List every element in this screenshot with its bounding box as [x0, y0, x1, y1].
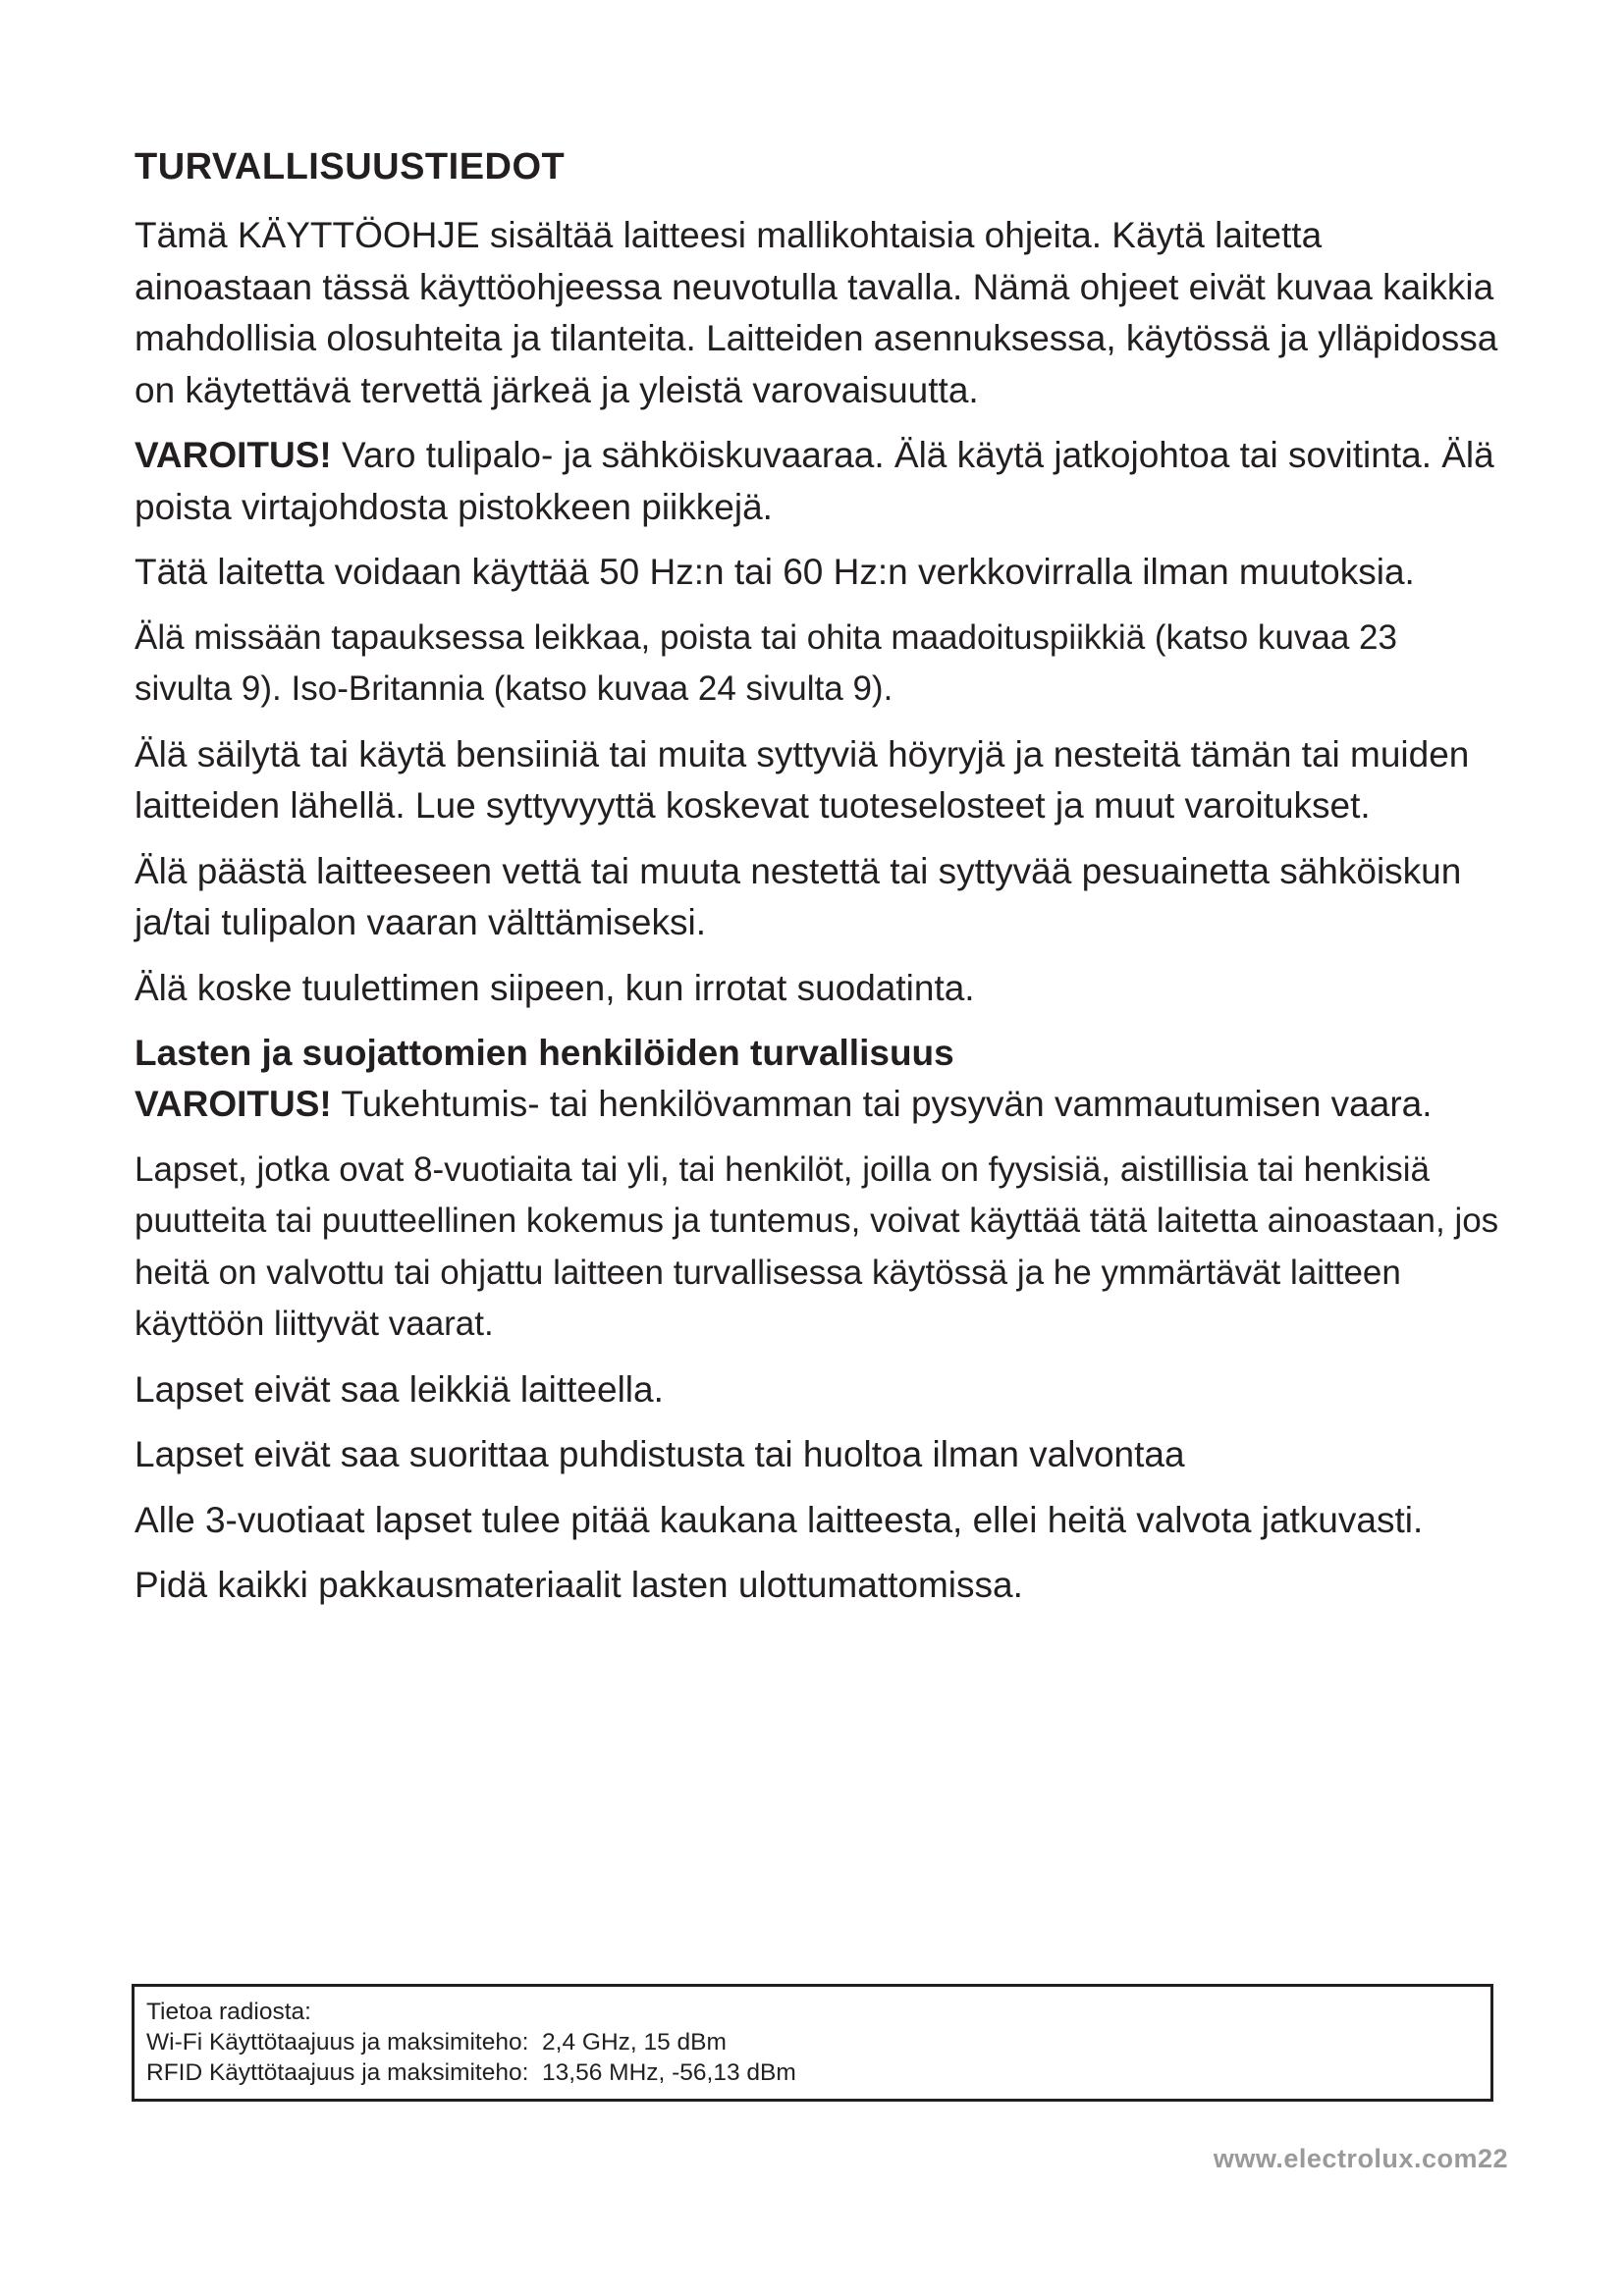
- footer-url-page-number: www.electrolux.com22: [1213, 2144, 1508, 2173]
- paragraph-flammable: Älä säilytä tai käytä bensiiniä tai muita syttyviä höyryjä ja nesteitä tämän tai muiden laitteiden lähellä. Lue syttyvyyttä koskevat tuoteselosteet ja muut varoitukset.: [135, 733, 1470, 826]
- children-safety-heading: Lasten ja suojattomien henkilöiden turvallisuus: [135, 1033, 954, 1073]
- radio-info-wifi: Wi-Fi Käyttötaajuus ja maksimiteho: 2,4 GHz, 15 dBm: [146, 2029, 727, 2056]
- paragraph-no-cleaning: Lapset eivät saa suorittaa puhdistusta tai huoltoa ilman valvontaa: [135, 1434, 1185, 1474]
- fire-shock-warning: [135, 430, 1499, 533]
- paragraph-no-play: Lapset eivät saa leikkiä laitteella.: [135, 1368, 664, 1410]
- paragraph-liquids: Älä päästä laitteeseen vettä tai muuta nestettä tai syttyvää pesuainetta sähköiskun ja/tai tulipalon vaaran välttämiseksi.: [135, 850, 1462, 942]
- document-body: [135, 137, 1499, 1626]
- radio-info-title: Tietoa radiosta:: [146, 1999, 311, 2025]
- warning-label: VAROITUS!: [135, 435, 332, 475]
- radio-info-box: [132, 1984, 1493, 2102]
- paragraph-packaging: Pidä kaikki pakkausmateriaalit lasten ulottumattomissa.: [135, 1565, 1023, 1605]
- paragraph-frequency: Tätä laitetta voidaan käyttää 50 Hz:n tai 60 Hz:n verkkovirralla ilman muutoksia.: [135, 552, 1415, 592]
- paragraph-fan: Älä koske tuulettimen siipeen, kun irrotat suodatinta.: [135, 967, 975, 1008]
- paragraph-supervision: Lapset, jotka ovat 8-vuotiaita tai yli, tai henkilöt, joilla on fyysisiä, aistillisia tai henkisiä puutteita tai puutteellinen kokemus ja tuntemus, voivat käyttää tätä laitetta ainoastaan, jos heitä on valvottu tai ohjattu laitteen turvallisessa käytössä ja he ymmärtävät laitteen käyttöön liittyvät vaarat.: [135, 1149, 1499, 1343]
- suffocation-warning: [135, 1079, 1499, 1131]
- warning-text: Varo tulipalo- ja sähköiskuvaaraa. Älä käytä jatkojohtoa tai sovitinta. Älä poista virtajohdosta pistokkeen piikkejä.: [135, 435, 1494, 527]
- warning-label: VAROITUS!: [135, 1084, 332, 1124]
- warning-text: Tukehtumis- tai henkilövamman tai pysyvän vammautumisen vaara.: [331, 1084, 1433, 1124]
- intro-paragraph: Tämä KÄYTTÖOHJE sisältää laitteesi mallikohtaisia ohjeita. Käytä laitetta ainoastaan tässä käyttöohjeessa neuvotulla tavalla. Nämä ohjeet eivät kuvaa kaikkia mahdollisia olosuhteita ja tilanteita. Laitteiden asennuksessa, käytössä ja ylläpidossa on käytettävä tervettä järkeä ja yleistä varovaisuutta.: [135, 215, 1498, 410]
- radio-info-rfid: RFID Käyttötaajuus ja maksimiteho: 13,56 MHz, -56,13 dBm: [146, 2059, 796, 2086]
- paragraph-under-three: Alle 3-vuotiaat lapset tulee pitää kaukana laitteesta, ellei heitä valvota jatkuvasti.: [135, 1499, 1424, 1540]
- paragraph-grounding: Älä missään tapauksessa leikkaa, poista tai ohita maadoituspiikkiä (katso kuvaa 23 sivulta 9). Iso-Britannia (katso kuvaa 24 sivulta 9).: [135, 617, 1397, 708]
- page-heading: TURVALLISUUSTIEDOT: [135, 146, 566, 187]
